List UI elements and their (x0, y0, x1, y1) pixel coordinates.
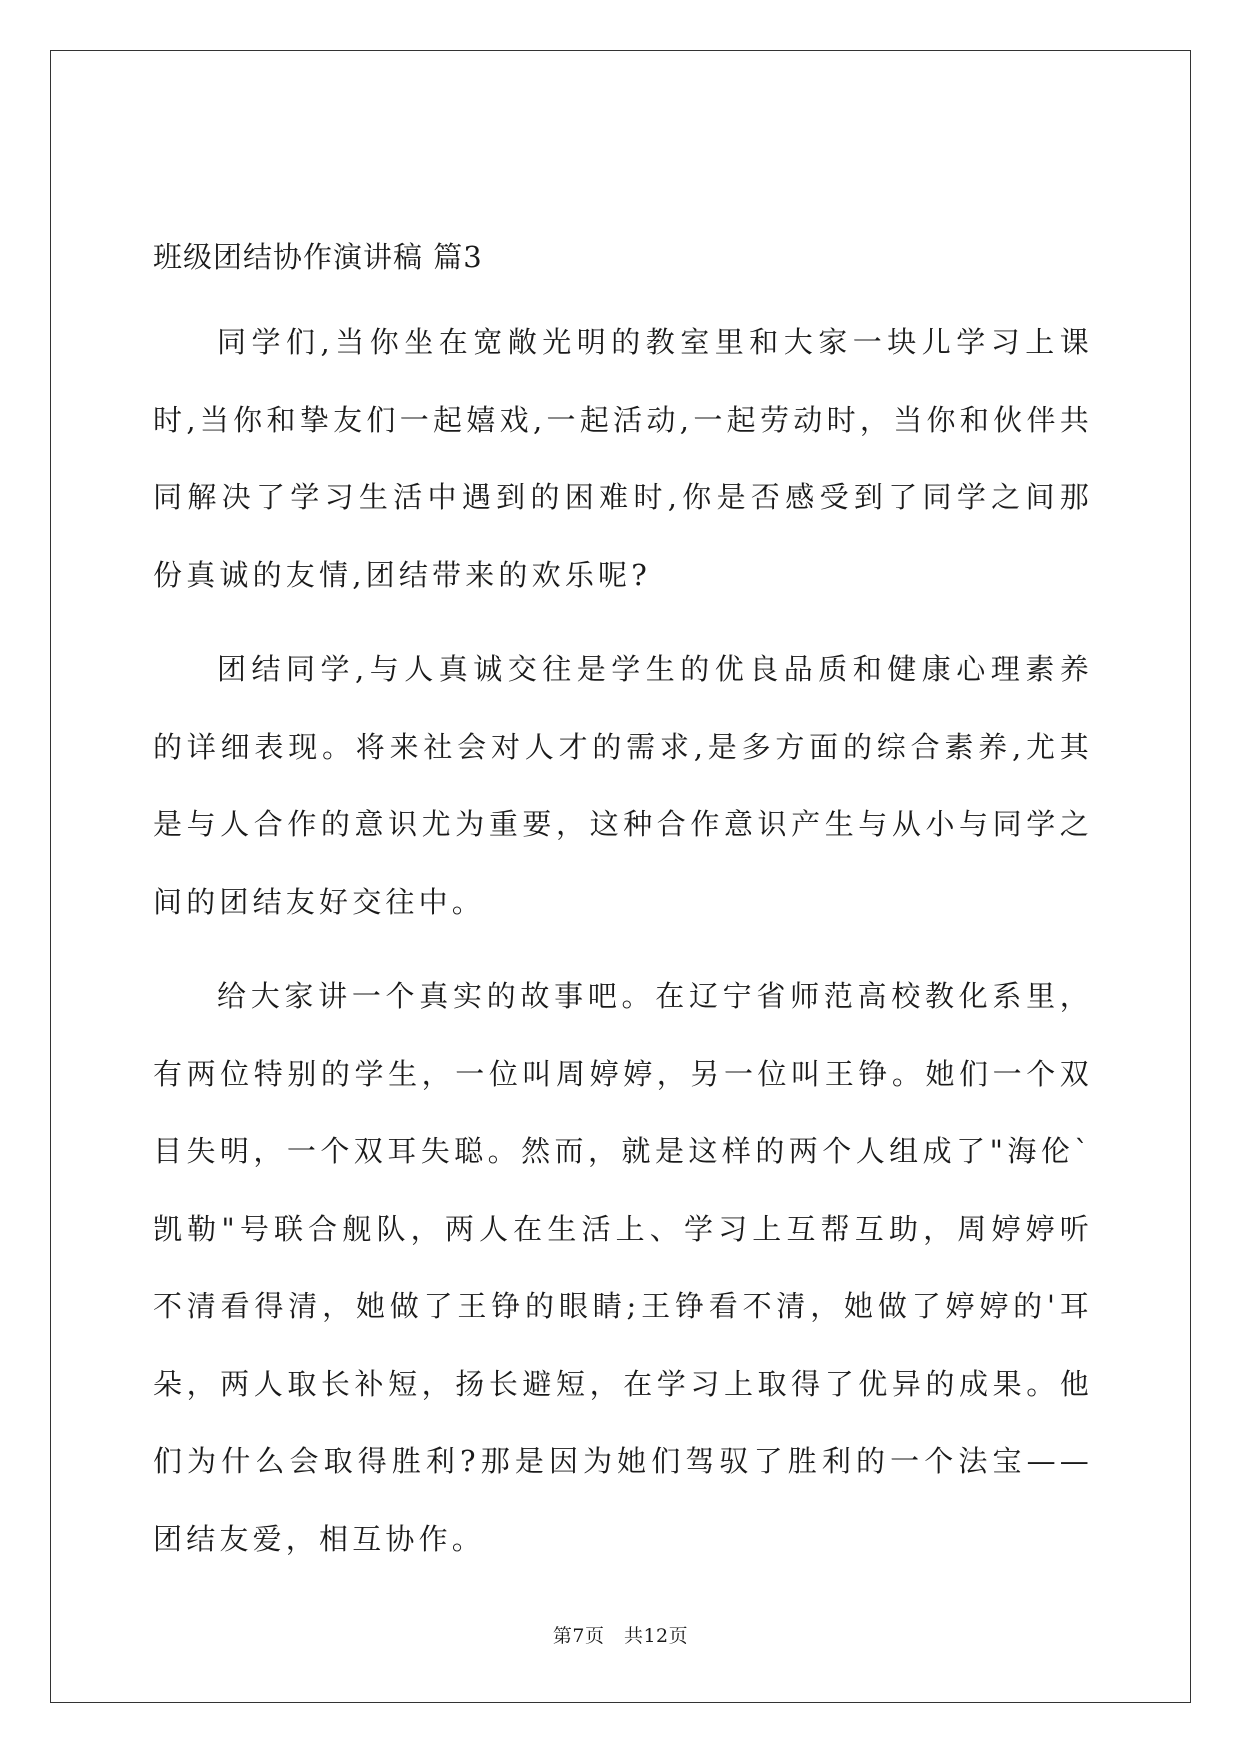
page-footer (0, 1624, 1241, 1648)
paragraph-2: 团结同学,与人真诚交往是学生的优良品质和健康心理素养的详细表现。将来社会对人才的需求,是多方面的综合素养,尤其是与人合作的意识尤为重要，这种合作意识产生与从小与同学之间的团结友好交往中。 (153, 652, 1093, 919)
document-body (153, 222, 1093, 1578)
paragraph-3: 给大家讲一个真实的故事吧。在辽宁省师范高校教化系里，有两位特别的学生，一位叫周婷婷，另一位叫王铮。她们一个双目失明，一个双耳失聪。然而，就是这样的两个人组成了"海伦`凯勒"号联合舰队，两人在生活上、学习上互帮互助，周婷婷听不清看得清，她做了王铮的眼睛;王铮看不清，她做了婷婷的'耳朵，两人取长补短，扬长避短，在学习上取得了优异的成果。他们为什么会取得胜利?那是因为她们驾驭了胜利的一个法宝——团结友爱，相互协作。 (153, 979, 1093, 1556)
paragraph-1: 同学们,当你坐在宽敞光明的教室里和大家一块儿学习上课时,当你和挚友们一起嬉戏,一起活动,一起劳动时，当你和伙伴共同解决了学习生活中遇到的困难时,你是否感受到了同学之间那份真诚的友情,团结带来的欢乐呢? (153, 325, 1093, 592)
page-number: 第7页 共12页 (552, 1625, 689, 1647)
document-title: 班级团结协作演讲稿 篇3 (153, 240, 483, 274)
